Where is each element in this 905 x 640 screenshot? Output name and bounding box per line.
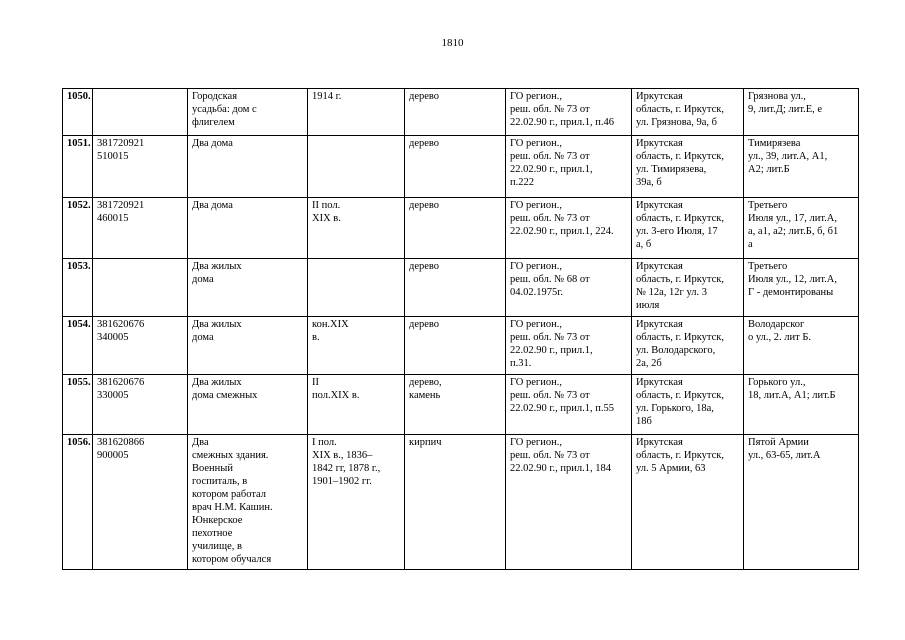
object-lit-address: Грязнова ул., 9, лит.Д; лит.Е, е xyxy=(744,89,859,136)
object-date: II пол. XIX в. xyxy=(308,198,405,259)
row-number: 1055. xyxy=(63,375,93,435)
row-number: 1052. xyxy=(63,198,93,259)
protection-document: ГО регион., реш. обл. № 68 от 04.02.1975г. xyxy=(506,259,632,317)
row-number: 1053. xyxy=(63,259,93,317)
object-code: 381720921 510015 xyxy=(93,136,188,198)
object-name: Два смежных здания. Военный госпиталь, в котором работал врач Н.М. Кашин. Юнкерское пехотное училище, в котором обучался xyxy=(188,435,308,570)
protection-document: ГО регион., реш. обл. № 73 от 22.02.90 г., прил.1, п.31. xyxy=(506,317,632,375)
table-row xyxy=(63,89,859,136)
table-row xyxy=(63,198,859,259)
row-number: 1050. xyxy=(63,89,93,136)
object-date xyxy=(308,259,405,317)
protection-document: ГО регион., реш. обл. № 73 от 22.02.90 г., прил.1, 184 xyxy=(506,435,632,570)
heritage-registry-table xyxy=(62,88,859,570)
object-address: Иркутская область, г. Иркутск, ул. 3-его Июля, 17 а, б xyxy=(632,198,744,259)
object-lit-address: Третьего Июля ул., 17, лит.А, а, а1, а2; лит.Б, б, б1 а xyxy=(744,198,859,259)
object-code: 381620676 340005 xyxy=(93,317,188,375)
object-lit-address: Горького ул., 18, лит.А, А1; лит.Б xyxy=(744,375,859,435)
object-address: Иркутская область, г. Иркутск, ул. Володарского, 2а, 2б xyxy=(632,317,744,375)
object-date: кон.XIX в. xyxy=(308,317,405,375)
object-code xyxy=(93,89,188,136)
object-material: дерево xyxy=(405,136,506,198)
object-material: дерево xyxy=(405,317,506,375)
object-code: 381620676 330005 xyxy=(93,375,188,435)
table-row xyxy=(63,136,859,198)
object-lit-address: Пятой Армии ул., 63-65, лит.А xyxy=(744,435,859,570)
protection-document: ГО регион., реш. обл. № 73 от 22.02.90 г., прил.1, 224. xyxy=(506,198,632,259)
object-material: кирпич xyxy=(405,435,506,570)
object-name: Два дома xyxy=(188,136,308,198)
object-address: Иркутская область, г. Иркутск, ул. Горького, 18а, 18б xyxy=(632,375,744,435)
object-address: Иркутская область, г. Иркутск, ул. Грязнова, 9а, б xyxy=(632,89,744,136)
page-number: 1810 xyxy=(441,37,464,49)
object-name: Два жилых дома xyxy=(188,259,308,317)
object-code xyxy=(93,259,188,317)
object-lit-address: Третьего Июля ул., 12, лит.А, Г - демонтированы xyxy=(744,259,859,317)
object-name: Два жилых дома xyxy=(188,317,308,375)
object-address: Иркутская область, г. Иркутск, ул. 5 Армии, 63 xyxy=(632,435,744,570)
object-date: 1914 г. xyxy=(308,89,405,136)
object-date: I пол. XIX в., 1836– 1842 гг, 1878 г., 1901–1902 гг. xyxy=(308,435,405,570)
protection-document: ГО регион., реш. обл. № 73 от 22.02.90 г., прил.1, п.222 xyxy=(506,136,632,198)
object-material: дерево xyxy=(405,89,506,136)
object-lit-address: Володарског о ул., 2. лит Б. xyxy=(744,317,859,375)
object-name: Два жилых дома смежных xyxy=(188,375,308,435)
object-address: Иркутская область, г. Иркутск, ул. Тимирязева, 39а, б xyxy=(632,136,744,198)
object-material: дерево xyxy=(405,198,506,259)
table-row xyxy=(63,317,859,375)
object-code: 381620866 900005 xyxy=(93,435,188,570)
row-number: 1051. xyxy=(63,136,93,198)
table-row xyxy=(63,435,859,570)
object-code: 381720921 460015 xyxy=(93,198,188,259)
object-address: Иркутская область, г. Иркутск, № 12а, 12г ул. 3 июля xyxy=(632,259,744,317)
object-name: Городская усадьба: дом с флигелем xyxy=(188,89,308,136)
object-date xyxy=(308,136,405,198)
registry-body xyxy=(63,89,859,570)
protection-document: ГО регион., реш. обл. № 73 от 22.02.90 г., прил.1, п.55 xyxy=(506,375,632,435)
row-number: 1054. xyxy=(63,317,93,375)
object-lit-address: Тимирязева ул., 39, лит.А, А1, А2; лит.Б xyxy=(744,136,859,198)
protection-document: ГО регион., реш. обл. № 73 от 22.02.90 г., прил.1, п.46 xyxy=(506,89,632,136)
row-number: 1056. xyxy=(63,435,93,570)
object-name: Два дома xyxy=(188,198,308,259)
table-row xyxy=(63,375,859,435)
object-date: II пол.XIX в. xyxy=(308,375,405,435)
object-material: дерево, камень xyxy=(405,375,506,435)
object-material: дерево xyxy=(405,259,506,317)
table-row xyxy=(63,259,859,317)
